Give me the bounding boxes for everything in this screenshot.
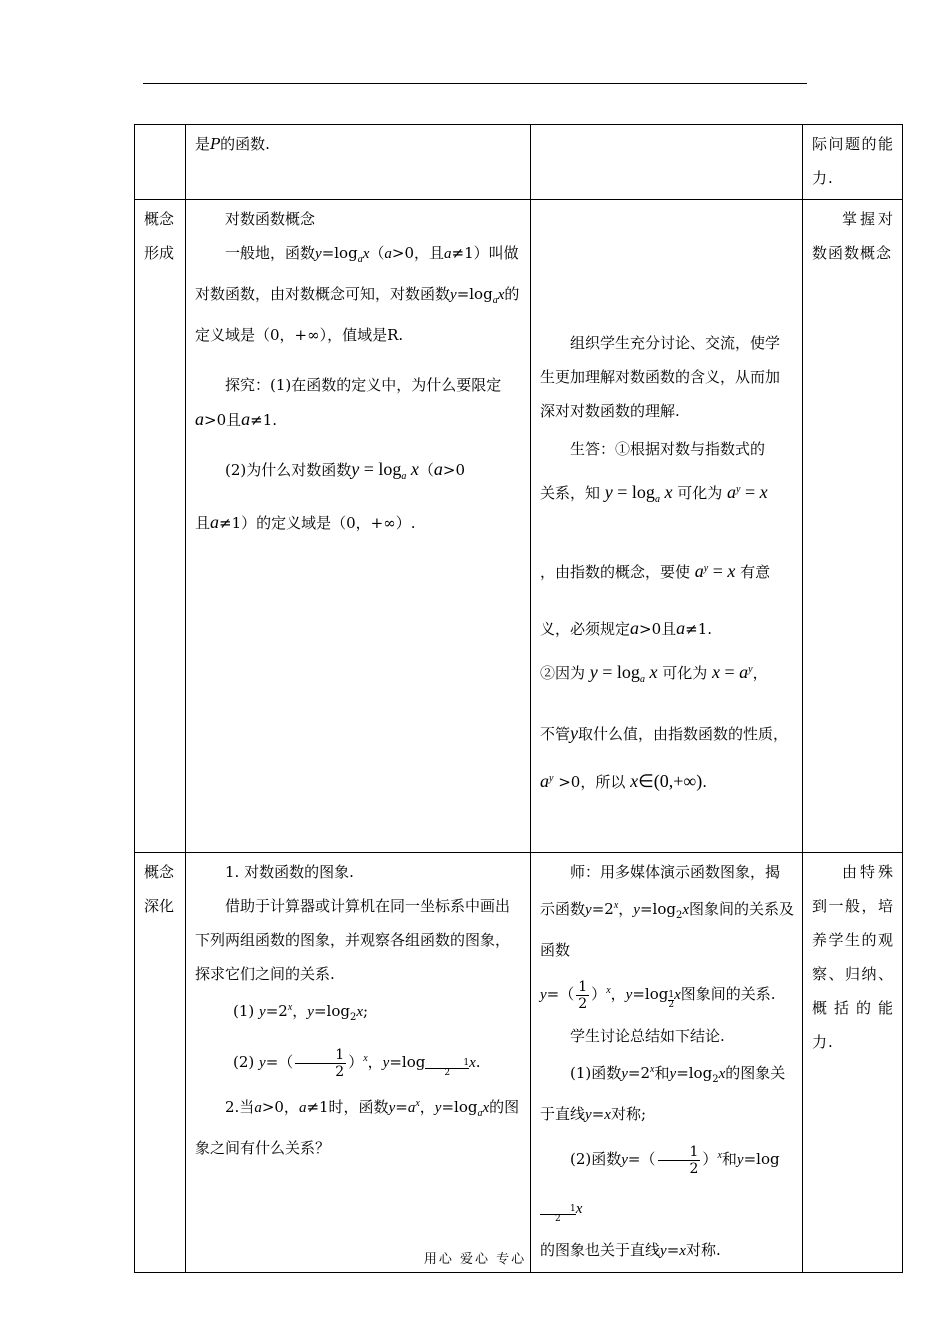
formula-1: (1) $y=2^x$，$y=\log_2x$; xyxy=(233,1002,369,1023)
stage-label-cell xyxy=(135,853,186,1273)
answer-text-cont: 义，必须规定a>0且a≠1. xyxy=(540,618,713,638)
table-row xyxy=(135,125,903,200)
stage-label: 概念形成 xyxy=(144,210,175,262)
question-2-cont: 且a≠1）的定义域是（0，+∞）. xyxy=(195,512,416,532)
teacher-text-cont: y=（ $\frac{1}{2}$ ）$^x$，y=log $\frac{1}{2}x$图象间的关系. xyxy=(540,978,776,1012)
table-row xyxy=(135,200,903,853)
student-text: 学生讨论总结如下结论. xyxy=(570,1027,725,1045)
content-text: 是P的函数. xyxy=(195,135,270,153)
lesson-plan-table xyxy=(134,124,903,1273)
table-row xyxy=(135,853,903,1273)
question-1: 探究：(1)在函数的定义中，为什么要限定a>0且a≠1. xyxy=(195,376,502,429)
activity-cell xyxy=(531,125,803,200)
answer-text-cont: 关系，知 $y = \log_a x$ 可化为 $a^y = x$ xyxy=(540,482,768,505)
answer-text-2-cont: 不管y取什么值，由指数函数的性质， xyxy=(540,723,789,743)
question-2: (2)为什么对数函数$y = \log_a x(a>0$ xyxy=(225,459,466,482)
answer-text: 生答：①根据对数与指数式的 xyxy=(570,440,766,458)
content-cell xyxy=(186,853,531,1273)
conclusion-2-cont: 的图象也关于直线y=x对称. xyxy=(540,1241,721,1259)
answer-conclusion: $a^y >0$，所以 x∈(0,+∞). xyxy=(540,771,708,791)
goal-text: 掌握对数函数概念 xyxy=(812,210,894,262)
section-title: 1. 对数函数的图象. xyxy=(225,863,354,881)
stage-label-cell xyxy=(135,200,186,853)
stage-label: 概念深化 xyxy=(144,863,175,915)
activity-cell xyxy=(531,200,803,853)
section-title: 对数函数概念 xyxy=(225,210,316,228)
content-cell xyxy=(186,125,531,200)
teacher-text: 师：用多媒体演示函数图象，揭示函数$y=2^x$，$y=\log_2x$图象间的关系及函数 xyxy=(540,863,795,959)
goal-cell xyxy=(803,200,903,853)
activity-cell xyxy=(531,853,803,1273)
formula-2: (2) y=（ $\frac{1}{2}$ ）$^x$，y=log $\frac{1}{2}x$. xyxy=(233,1046,481,1080)
goal-cell xyxy=(803,853,903,1273)
answer-text-cont: ，由指数的概念，要使 $a^y = x$ 有意 xyxy=(540,561,771,581)
definition-text: 一般地，函数$y=\log_ax(a>0$，且a≠1）叫做对数函数，由对数概念可知，对数函数$y=\log_ax$的定义域是（0，+∞），值域是R. xyxy=(195,244,520,344)
conclusion-2: (2)函数y=（ $\frac{1}{2}$ ）$^x$和y=log $\frac{1}{2}x$ xyxy=(540,1132,794,1233)
answer-text-2: ②因为 $y = \log_a x$ 可化为 $x = a^y$， xyxy=(540,662,768,685)
instruction-text: 借助于计算器或计算机在同一坐标系中画出下列两组函数的图象，并观察各组函数的图象，探求它们之间的关系. xyxy=(195,897,511,983)
goal-text: 际问题的能力. xyxy=(812,135,894,187)
goal-cell xyxy=(803,125,903,200)
goal-text: 由特殊到一般，培养学生的观察、归纳、概括的能力. xyxy=(812,863,894,1051)
question-text: 2.当a>0，a≠1时，函数$y=a^x$，$y=\log_ax$的图象之间有什么关系？ xyxy=(195,1098,520,1157)
content-cell xyxy=(186,200,531,853)
stage-label-cell xyxy=(135,125,186,200)
conclusion-1: (1)函数$y=2^x$和$y=\log_2x$的图象关于直线y=x对称; xyxy=(540,1064,786,1123)
page-footer: 用心 爱心 专心 xyxy=(423,1252,527,1267)
header-rule xyxy=(143,83,807,84)
activity-text: 组织学生充分讨论、交流，使学生更加理解对数函数的含义，从而加深对对数函数的理解. xyxy=(540,334,781,420)
